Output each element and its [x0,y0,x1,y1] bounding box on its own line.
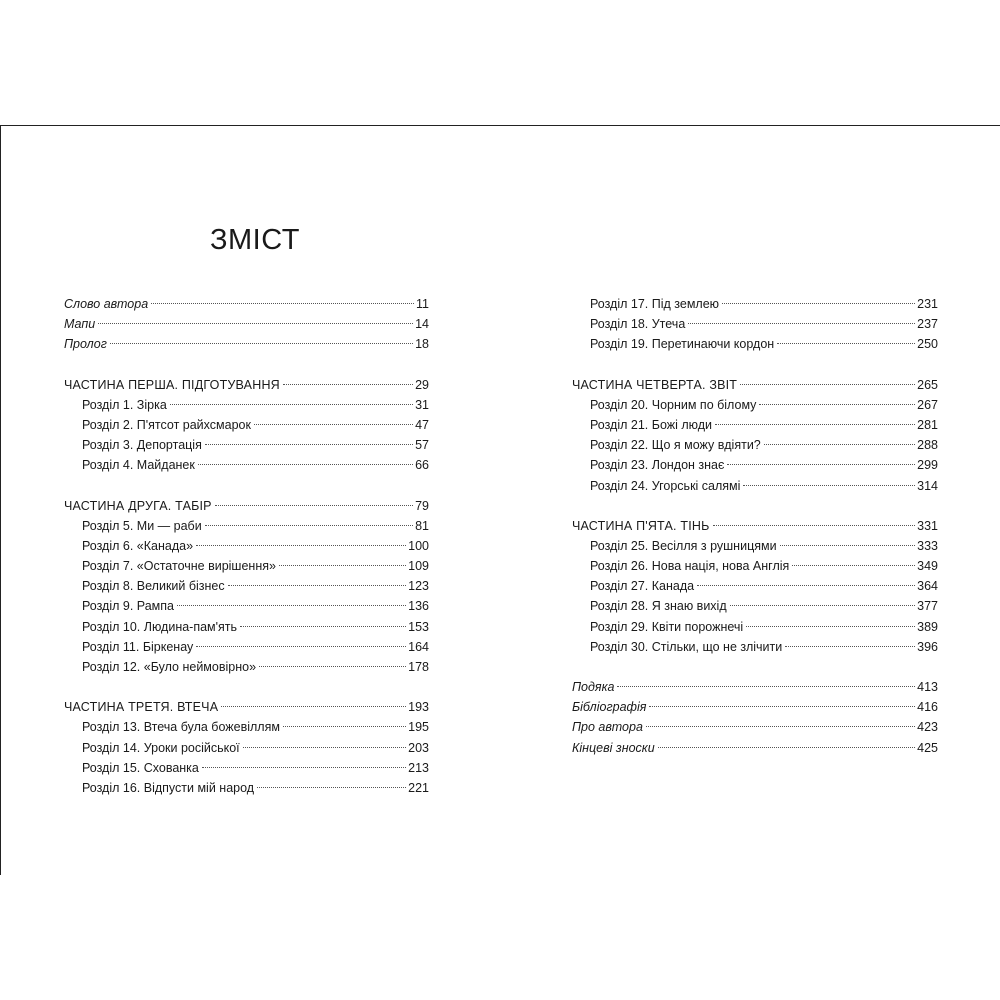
toc-entry-part[interactable] [572,516,938,536]
toc-entry-part[interactable] [572,375,938,395]
toc-entry-chapter[interactable] [64,415,429,435]
toc-entry-title: Розділ 15. Схованка [82,760,199,775]
toc-entry-title: Розділ 2. П'ятсот райхсмарок [82,417,251,432]
toc-entry-chapter[interactable] [64,596,429,616]
toc-entry-page: 377 [917,599,938,614]
dot-leader [780,545,916,546]
toc-entry-chapter[interactable] [64,657,429,677]
dot-leader [746,626,915,627]
toc-entry-title: Розділ 12. «Було неймовірно» [82,660,257,674]
dot-leader [646,726,915,727]
toc-entry-page: 66 [415,458,429,473]
toc-entry-title: Розділ 14. Уроки російської [82,740,240,755]
toc-entry-chapter[interactable] [572,596,938,616]
toc-right-column [572,294,938,758]
toc-entry-page: 178 [408,660,429,674]
toc-entry-chapter[interactable] [572,314,938,334]
dot-leader [759,404,915,405]
dot-leader [221,706,406,707]
toc-entry-title: Розділ 7. «Остаточне вирішення» [82,559,276,574]
toc-entry-front[interactable] [64,294,429,314]
toc-entry-title: Розділ 21. Божі люди [590,417,713,432]
toc-entry-title: ЧАСТИНА ДРУГА. ТАБІР [64,498,212,513]
dot-leader [283,384,413,385]
toc-entry-title: Розділ 26. Нова нація, нова Англія [590,559,790,574]
toc-entry-page: 11 [416,297,429,311]
dot-leader [727,464,915,465]
toc-entry-page: 333 [917,538,938,553]
dot-leader [785,646,915,647]
toc-entry-chapter[interactable] [572,415,938,435]
toc-entry-page: 396 [917,639,938,654]
toc-entry-page: 389 [917,619,938,634]
dot-leader [283,726,406,727]
toc-entry-page: 79 [415,498,429,513]
toc-entry-page: 29 [415,377,429,392]
toc-entry-page: 213 [408,760,429,775]
toc-entry-chapter[interactable] [64,556,429,576]
toc-entry-title: Про автора [572,720,643,735]
toc-entry-front[interactable] [64,314,429,334]
toc-entry-chapter[interactable] [64,637,429,657]
toc-entry-title: Розділ 1. Зірка [82,397,167,412]
toc-entry-title: Розділ 6. «Канада» [82,538,194,553]
dot-leader [658,747,915,748]
toc-entry-page: 153 [408,619,429,634]
toc-entry-page: 314 [917,478,938,493]
toc-entry-page: 18 [415,337,429,352]
dot-leader [764,444,915,445]
toc-entry-page: 164 [408,639,429,654]
toc-entry-chapter[interactable] [64,617,429,637]
toc-entry-page: 100 [408,538,429,553]
toc-spacer [64,476,429,496]
toc-entry-chapter[interactable] [64,758,429,778]
dot-leader [98,323,413,324]
toc-entry-front[interactable] [572,738,938,758]
dot-leader [170,404,413,405]
dot-leader [205,444,413,445]
dot-leader [259,666,406,667]
toc-entry-title: ЧАСТИНА ТРЕТЯ. ВТЕЧА [64,700,219,715]
dot-leader [743,485,915,486]
toc-entry-page: 331 [917,518,938,533]
toc-entry-page: 81 [415,518,429,533]
toc-entry-front[interactable] [64,334,429,354]
toc-spacer [572,355,938,375]
toc-entry-title: Розділ 19. Перетинаючи кордон [590,337,775,352]
page-title: ЗМІСТ [210,224,300,256]
toc-entry-page: 57 [415,438,429,453]
dot-leader [257,787,406,788]
toc-entry-page: 349 [917,559,938,574]
toc-entry-chapter[interactable] [572,395,938,415]
toc-entry-chapter[interactable] [64,738,429,758]
toc-spacer [64,677,429,697]
toc-entry-title: Розділ 9. Рампа [82,599,174,614]
toc-entry-title: Розділ 24. Угорські салямі [590,478,741,493]
dot-leader [697,585,915,586]
toc-entry-page: 237 [917,317,938,332]
toc-entry-page: 267 [917,397,938,412]
toc-entry-chapter[interactable] [572,455,938,475]
dot-leader [792,565,915,566]
toc-entry-title: Розділ 3. Депортація [82,438,202,453]
dot-leader [279,565,406,566]
dot-leader [240,626,406,627]
toc-entry-front[interactable] [572,697,938,717]
toc-spacer [64,355,429,375]
toc-entry-chapter[interactable] [572,556,938,576]
toc-entry-page: 203 [408,740,429,755]
toc-entry-title: Розділ 5. Ми — раби [82,518,202,533]
toc-entry-chapter[interactable] [64,536,429,556]
toc-entry-page: 193 [408,700,429,715]
toc-entry-title: Розділ 23. Лондон знає [590,458,725,473]
dot-leader [740,384,915,385]
toc-entry-page: 299 [917,458,938,473]
toc-entry-chapter[interactable] [64,435,429,455]
toc-entry-page: 136 [408,599,429,614]
toc-entry-title: Розділ 18. Утеча [590,317,686,332]
dot-leader [205,525,413,526]
toc-entry-title: ЧАСТИНА П'ЯТА. ТІНЬ [572,518,710,533]
toc-entry-title: Подяка [572,680,615,694]
dot-leader [777,343,915,344]
toc-entry-title: Розділ 16. Відпусти мій народ [82,780,255,795]
toc-spacer [572,496,938,516]
toc-entry-page: 416 [917,700,938,715]
dot-leader [713,525,916,526]
toc-entry-page: 14 [415,317,429,332]
toc-entry-title: ЧАСТИНА ПЕРША. ПІДГОТУВАННЯ [64,377,280,392]
toc-entry-chapter[interactable] [64,395,429,415]
toc-left-column [64,294,429,798]
toc-entry-chapter[interactable] [64,516,429,536]
toc-entry-page: 364 [917,579,938,594]
dot-leader [228,585,407,586]
dot-leader [196,545,406,546]
dot-leader [243,747,406,748]
toc-entry-title: Розділ 27. Канада [590,579,695,594]
dot-leader [722,303,915,304]
toc-entry-title: Розділ 28. Я знаю вихід [590,599,727,614]
toc-entry-chapter[interactable] [572,476,938,496]
dot-leader [202,767,406,768]
toc-entry-title: Пролог [64,337,107,352]
toc-entry-page: 47 [415,417,429,432]
dot-leader [110,343,413,344]
toc-entry-title: Розділ 22. Що я можу вдіяти? [590,438,761,453]
toc-entry-page: 195 [408,720,429,735]
toc-entry-part[interactable] [64,697,429,717]
toc-entry-part[interactable] [64,496,429,516]
dot-leader [715,424,915,425]
dot-leader [688,323,915,324]
toc-entry-chapter[interactable] [572,637,938,657]
toc-entry-front[interactable] [572,677,938,697]
toc-entry-chapter[interactable] [572,536,938,556]
toc-entry-title: Розділ 8. Великий бізнес [82,579,225,594]
toc-entry-title: Розділ 10. Людина-пам'ять [82,619,238,634]
dot-leader [617,686,915,687]
toc-entry-chapter[interactable] [64,717,429,737]
dot-leader [196,646,406,647]
dot-leader [215,505,413,506]
toc-entry-title: Розділ 29. Квіти порожнечі [590,619,744,634]
toc-entry-page: 231 [917,297,938,311]
toc-spacer [572,657,938,677]
toc-entry-title: Кінцеві зноски [572,740,655,755]
dot-leader [198,464,413,465]
toc-entry-chapter[interactable] [64,455,429,475]
toc-entry-page: 109 [408,559,429,574]
toc-entry-page: 221 [408,780,429,795]
toc-entry-chapter[interactable] [572,617,938,637]
dot-leader [649,706,915,707]
toc-entry-chapter[interactable] [64,778,429,798]
toc-entry-page: 413 [917,680,938,694]
toc-entry-title: Розділ 4. Майданек [82,458,195,473]
toc-entry-chapter[interactable] [572,435,938,455]
toc-entry-page: 31 [415,397,429,412]
toc-entry-chapter[interactable] [64,576,429,596]
toc-entry-page: 123 [408,579,429,594]
dot-leader [254,424,413,425]
toc-entry-title: Розділ 13. Втеча була божевіллям [82,720,280,735]
toc-entry-page: 423 [917,720,938,735]
toc-entry-title: Слово автора [64,297,149,311]
toc-entry-title: Розділ 20. Чорним по білому [590,397,757,412]
toc-entry-front[interactable] [572,717,938,737]
toc-entry-page: 250 [917,337,938,352]
toc-entry-title: Розділ 25. Весілля з рушницями [590,538,777,553]
toc-entry-page: 425 [917,740,938,755]
toc-entry-page: 265 [917,377,938,392]
dot-leader [151,303,414,304]
toc-entry-title: Розділ 30. Стільки, що не злічити [590,639,783,654]
dot-leader [177,605,406,606]
toc-entry-part[interactable] [64,375,429,395]
toc-entry-chapter[interactable] [572,334,938,354]
toc-entry-title: Розділ 17. Під землею [590,297,720,311]
toc-entry-chapter[interactable] [572,294,938,314]
toc-entry-title: Мапи [64,317,96,332]
toc-entry-chapter[interactable] [572,576,938,596]
toc-entry-page: 281 [917,417,938,432]
toc-entry-title: Бібліографія [572,700,647,715]
toc-entry-title: ЧАСТИНА ЧЕТВЕРТА. ЗВІТ [572,377,738,392]
dot-leader [730,605,916,606]
toc-entry-title: Розділ 11. Біркенау [82,639,194,654]
toc-entry-page: 288 [917,438,938,453]
